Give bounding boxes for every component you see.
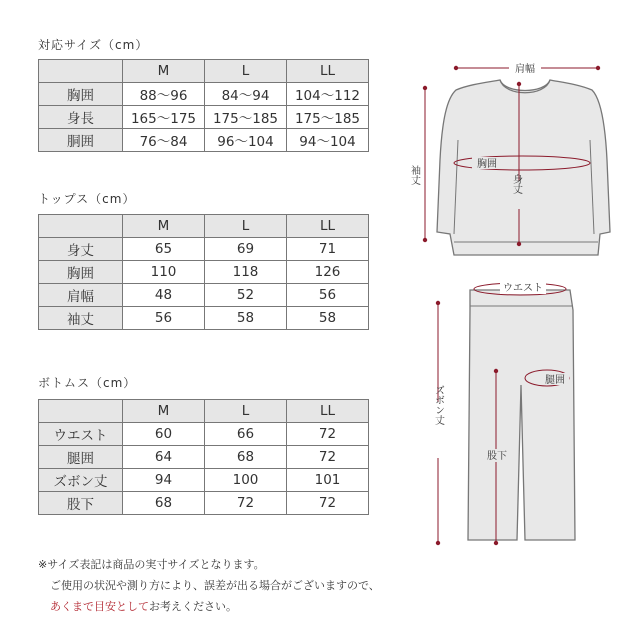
table-cell: 69 bbox=[205, 238, 287, 261]
row-label: 腿囲 bbox=[39, 446, 123, 469]
row-label: 袖丈 bbox=[39, 307, 123, 330]
table-cell: 84〜94 bbox=[205, 83, 287, 106]
table-cell: 76〜84 bbox=[123, 129, 205, 152]
note-line-3-rest: お考えください。 bbox=[149, 600, 237, 613]
sleeve-measure bbox=[407, 86, 427, 242]
table-cell: 65 bbox=[123, 238, 205, 261]
table-cell: 64 bbox=[123, 446, 205, 469]
table-cell: 94 bbox=[123, 469, 205, 492]
waist-label: ウエスト bbox=[503, 283, 543, 294]
table-title-tops: トップス（cm） bbox=[38, 192, 136, 206]
pants-illustration bbox=[468, 290, 575, 540]
table-cell: 175〜185 bbox=[205, 106, 287, 129]
row-label: 股下 bbox=[39, 492, 123, 515]
column-header-l: L bbox=[205, 215, 287, 238]
row-label: 肩幅 bbox=[39, 284, 123, 307]
table-cell: 60 bbox=[123, 423, 205, 446]
table-cell: 72 bbox=[287, 423, 369, 446]
pants-length-measure bbox=[430, 301, 446, 545]
column-header-ll: LL bbox=[287, 215, 369, 238]
table-cell: 48 bbox=[123, 284, 205, 307]
table-cell: 72 bbox=[287, 492, 369, 515]
table-cell: 58 bbox=[205, 307, 287, 330]
table-cell: 52 bbox=[205, 284, 287, 307]
waist-measure bbox=[474, 282, 566, 295]
inseam-label: 股下 bbox=[487, 451, 507, 462]
table-cell: 56 bbox=[123, 307, 205, 330]
table-cell: 72 bbox=[205, 492, 287, 515]
row-label: 胸囲 bbox=[39, 83, 123, 106]
table-cell: 56 bbox=[287, 284, 369, 307]
sweatshirt-illustration bbox=[437, 80, 610, 255]
note-line-1: ※サイズ表記は商品の実寸サイズとなります。 bbox=[38, 558, 265, 571]
table-title-compatible-size: 対応サイズ（cm） bbox=[38, 38, 149, 52]
column-header-m: M bbox=[123, 60, 205, 83]
note-emphasis: あくまで目安として bbox=[50, 600, 149, 613]
table-cell: 58 bbox=[287, 307, 369, 330]
row-label: ウエスト bbox=[39, 423, 123, 446]
length-label: 身丈 bbox=[510, 174, 522, 194]
row-label: 胴囲 bbox=[39, 129, 123, 152]
row-label: ズボン丈 bbox=[39, 469, 123, 492]
row-label: 胸囲 bbox=[39, 261, 123, 284]
shoulder-measure bbox=[454, 62, 600, 75]
table-cell: 72 bbox=[287, 446, 369, 469]
column-header-l: L bbox=[205, 60, 287, 83]
table-cell: 118 bbox=[205, 261, 287, 284]
note-line-2: ご使用の状況や測り方により、誤差が出る場合がございますので、 bbox=[50, 579, 380, 592]
column-header-m: M bbox=[123, 400, 205, 423]
column-header-l: L bbox=[205, 400, 287, 423]
chest-label: 胸囲 bbox=[477, 159, 497, 170]
table-cell: 104〜112 bbox=[287, 83, 369, 106]
column-header-ll: LL bbox=[287, 60, 369, 83]
table-cell: 68 bbox=[123, 492, 205, 515]
table-cell: 101 bbox=[287, 469, 369, 492]
row-label: 身丈 bbox=[39, 238, 123, 261]
table-cell: 71 bbox=[287, 238, 369, 261]
table-cell: 66 bbox=[205, 423, 287, 446]
column-header-m: M bbox=[123, 215, 205, 238]
table-cell: 88〜96 bbox=[123, 83, 205, 106]
column-header-ll: LL bbox=[287, 400, 369, 423]
pants-length-label: ズボン丈 bbox=[432, 385, 444, 425]
table-cell: 126 bbox=[287, 261, 369, 284]
shoulder-label: 肩幅 bbox=[515, 64, 535, 75]
table-cell: 96〜104 bbox=[205, 129, 287, 152]
table-cell: 100 bbox=[205, 469, 287, 492]
table-cell: 68 bbox=[205, 446, 287, 469]
sleeve-label: 袖丈 bbox=[408, 165, 420, 185]
table-cell: 175〜185 bbox=[287, 106, 369, 129]
table-title-bottoms: ボトムス（cm） bbox=[38, 376, 137, 390]
row-label: 身長 bbox=[39, 106, 123, 129]
table-cell: 110 bbox=[123, 261, 205, 284]
table-cell: 165〜175 bbox=[123, 106, 205, 129]
table-cell: 94〜104 bbox=[287, 129, 369, 152]
thigh-label: 腿囲 bbox=[545, 375, 565, 386]
